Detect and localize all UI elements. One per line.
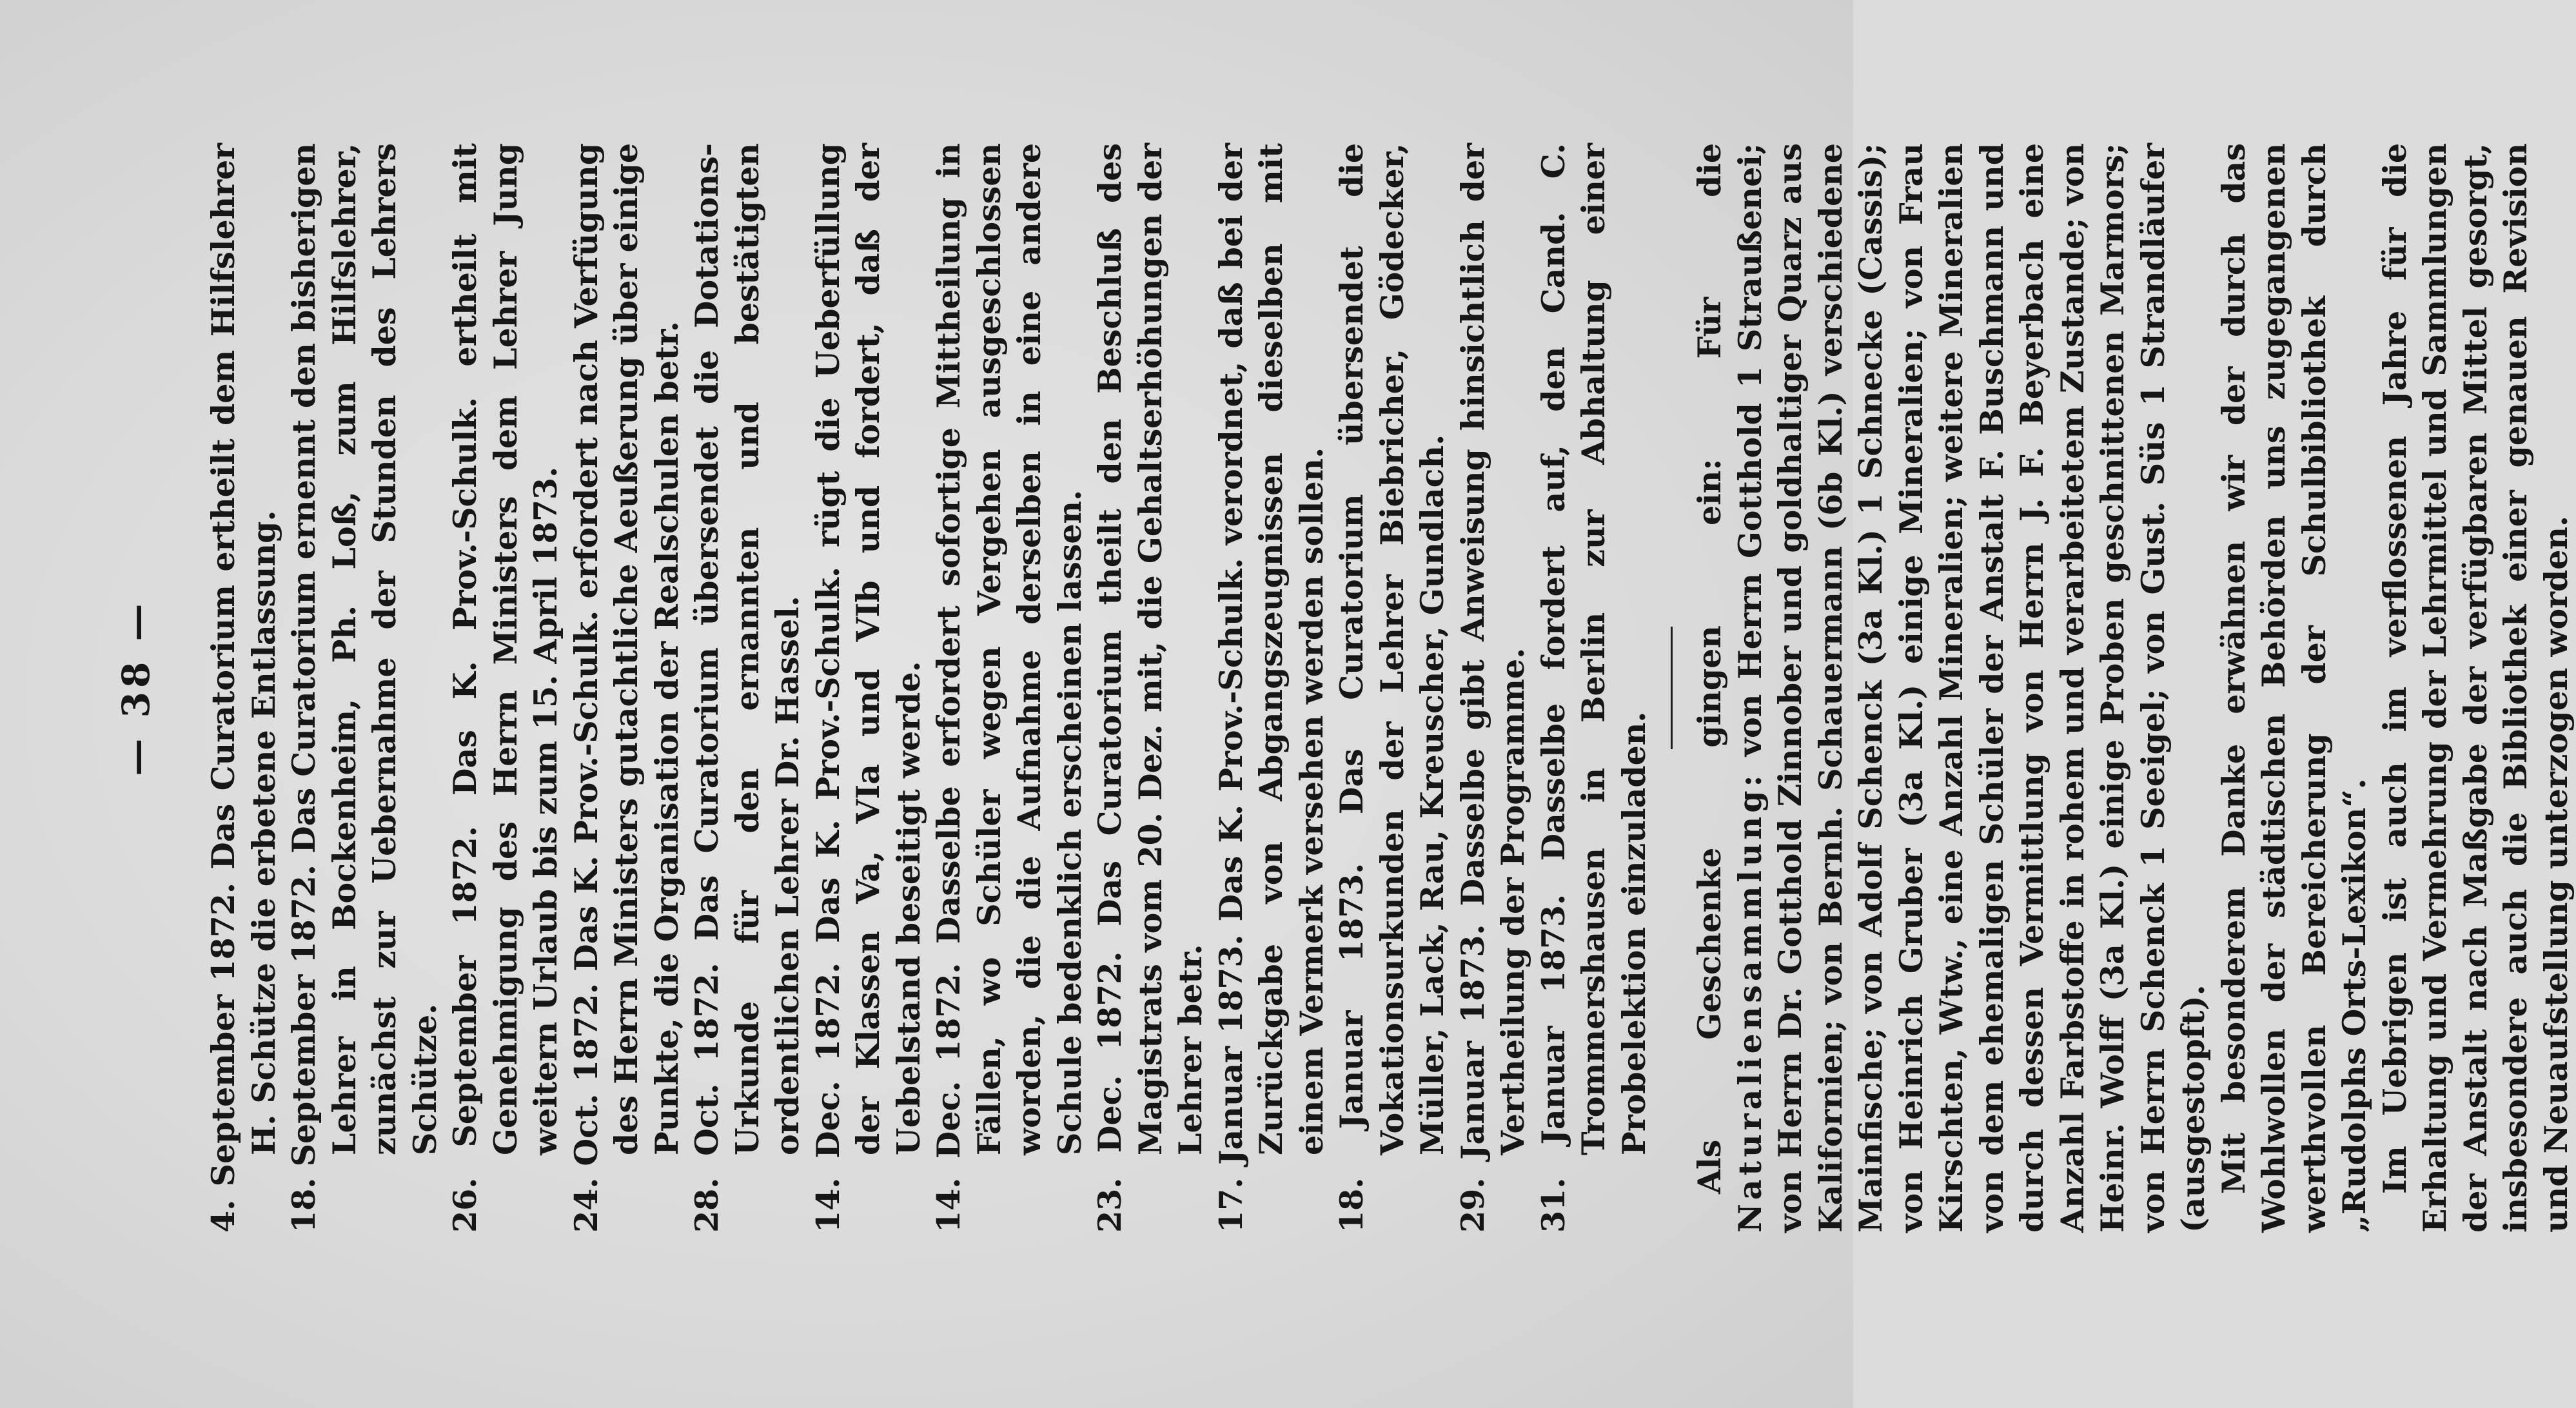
entry-date: 4. September 1872. <box>204 882 242 1233</box>
entry <box>284 143 445 1233</box>
gifts-collection: Naturaliensammlung: <box>1731 771 1769 1233</box>
entry <box>566 143 687 1233</box>
entry <box>1211 143 1332 1233</box>
gifts-intro: Als Geschenke gingen ein: Für die <box>1691 143 1728 1194</box>
entry-text: Das K. Prov.-Schulk. ertheilt mit Genehmigung des Herrn Ministers dem Lehrer Jung weitern Urlaub bis zum 15. April 1873. <box>446 143 564 1155</box>
entry-date: 28. Oct. 1872. <box>688 963 725 1233</box>
entry-text: Das Curatorium übersendet die Dotations-Urkunde für den ernannten und bestätigten ordentlichen Lehrer Dr. Hassel. <box>688 143 806 1155</box>
page-number-header: — 38 — <box>114 600 158 776</box>
entry-text: Das K. Prov.-Schulk. erfordert nach Verfügung des Herrn Ministers gutachtliche Aeußerung über einige Punkte, die Organisation der Realschulen betr. <box>567 143 685 1155</box>
library-paragraph: Mit besonderem Danke erwähnen wir der durch das Wohlwollen der städtischen Behörden uns zugegangenen werthvollen Bereicherung der Schulbibliothek durch „Rudolphs Orts-Lexikon“. <box>2214 143 2373 1233</box>
section-divider <box>1671 627 1673 749</box>
entry <box>929 143 1090 1233</box>
entry-text: Das Curatorium übersendet die Vokationsurkunden der Lehrer Biebricher, Gödecker, Müller, Lack, Rau, Kreuscher, Gundlach. <box>1333 143 1451 1155</box>
entry-date: 23. Dec. 1872. <box>1091 951 1128 1233</box>
entry-date: 18. Januar 1873. <box>1333 863 1370 1233</box>
entry <box>1332 143 1453 1233</box>
entry-date: 17. Januar 1873. <box>1212 934 1250 1233</box>
entry <box>1453 143 1533 1233</box>
entry-date: 18. September 1872. <box>285 865 322 1233</box>
entry <box>203 143 284 1233</box>
entry-text: Das Curatorium theilt den Beschluß des Magistrats vom 20. Dez. mit, die Gehaltserhöhungen der Lehrer betr. <box>1091 143 1209 1155</box>
entry-text: Das Curatorium ernennt den bisherigen Lehrer in Bockenheim, Ph. Loß, zum Hilfslehrer, zunächst zur Uebernahme der Stunden des Lehrers Schütze. <box>285 143 444 1155</box>
entry <box>687 143 808 1233</box>
gifts-text: von Herrn Gotthold 1 Straußenei; von Herrn Dr. Gotthold Zinnober und goldhaltiger Quarz aus Kalifornien; von Bernh. Schauermann (6b Kl.) verschiedene Mainfische; von Adolf Schenck (3a Kl.) 1 Schnecke (Cassis); von Heinrich Gruber (3a Kl.) einige Mineralien; von Frau Kirschten, Wtw., eine Anzahl Mineralien; weitere Mineralien von dem ehemaligen Schüler der Anstalt F. Buschmann und durch dessen Vermittlung von Herrn J. F. Beyerbach eine Anzahl Farbstoffe in rohem und verarbeitetem Zustande; von Heinr. Wolff (3a Kl.) einige Proben geschnittenen Marmors; von Herrn Schenck 1 Seeigel; von Gust. Süs 1 Strandläufer (ausgestopft). <box>1731 142 2212 1233</box>
teaching-materials-paragraph: Im Uebrigen ist auch im verflossenen Jahre für die Erhaltung und Vermehrung der Lehrmittel und Sammlungen der Anstalt nach Maßgabe der verfügbaren Mittel gesorgt, insbesondere auch die Bibliothek einer genauen Revision und Neuaufstellung unterzogen worden. <box>2375 143 2575 1233</box>
entry-date: 14. Dec. 1872. <box>930 963 967 1233</box>
entry <box>1090 143 1211 1233</box>
entry-date: 31. Januar 1873. <box>1534 894 1572 1233</box>
entry-date: 24. Oct. 1872. <box>567 983 605 1233</box>
entry-text: Das K. Prov.-Schulk. rügt die Ueberfüllung der Klassen Va, VIa und VIb und fordert, daß der Uebelstand beseitigt werde. <box>809 143 927 1155</box>
gifts-paragraph <box>1689 143 2214 1233</box>
entry <box>1533 143 1655 1233</box>
correspondence-list <box>203 143 1654 1233</box>
entry-date: 29. Januar 1873. <box>1453 924 1491 1233</box>
entry <box>445 143 566 1233</box>
entry-text: Dasselbe gibt Anweisung hinsichtlich der Vertheilung der Programme. <box>1453 143 1531 1155</box>
entry-text: Das Curatorium ertheilt dem Hilfslehrer H. Schütze die erbetene Entlassung. <box>204 142 282 1155</box>
entry <box>808 143 929 1233</box>
entry-text: Das K. Prov.-Schulk. verordnet, daß bei der Zurückgabe von Abgangszeugnissen dieselben mit einem Vermerk versehen werden sollen. <box>1212 143 1330 1155</box>
entry-date: 14. Dec. 1872. <box>809 962 847 1233</box>
entry-text: Dasselbe erfordert sofortige Mittheilung in Fällen, wo Schüler wegen Vergehen ausgeschlossen worden, die die Aufnahme derselben in eine andere Schule bedenklich erscheinen lassen. <box>930 143 1088 1155</box>
document-page <box>43 46 2575 1362</box>
entry-date: 26. September 1872. <box>446 826 484 1233</box>
entry-text: Dasselbe fordert auf, den Cand. C. Trommershausen in Berlin zur Abhaltung einer Probelektion einzuladen. <box>1534 143 1653 1155</box>
